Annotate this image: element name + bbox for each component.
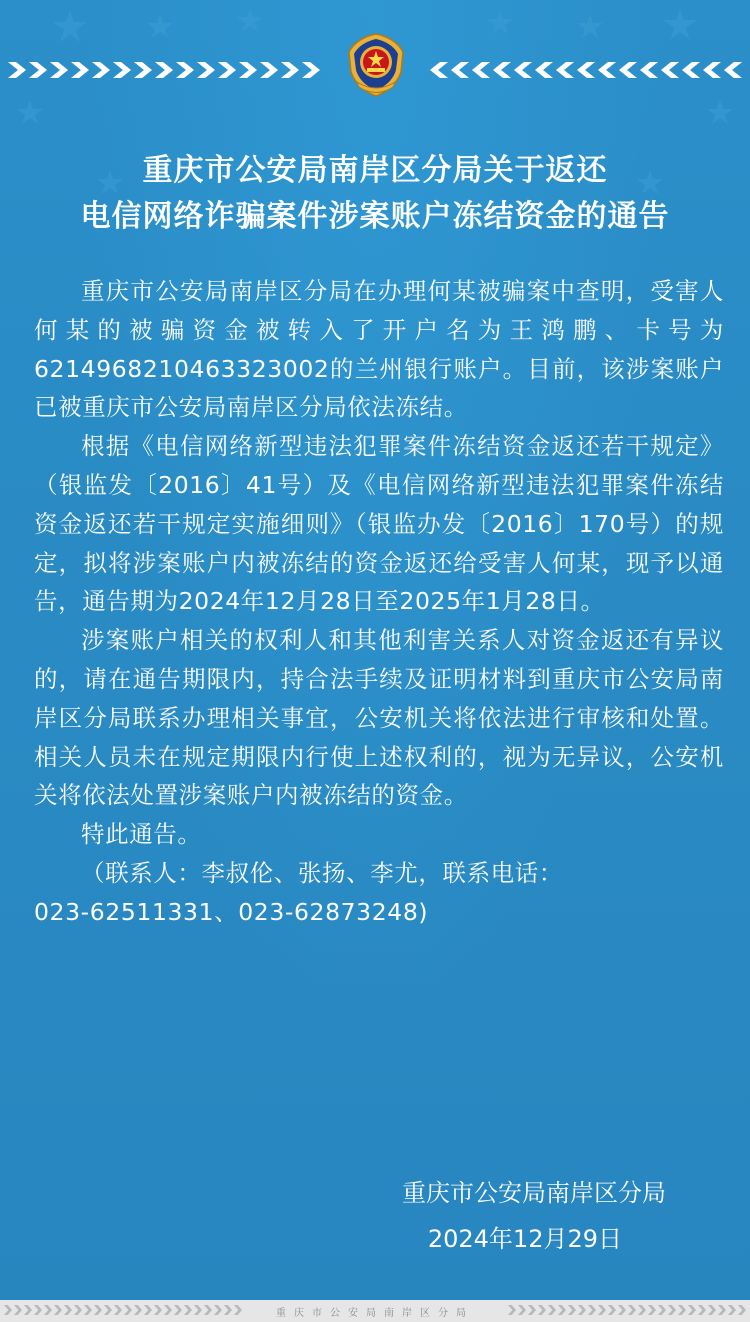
paragraph-legal-basis: 根据《电信网络新型违法犯罪案件冻结资金返还若干规定》（银监发〔2016〕41号）及《电信网络新型违法犯罪案件冻结资金返还若干规定实施细则》（银监办发〔2016〕170号）的规定，拟将涉案账户内被冻结的资金返还给受害人何某，现予以通告，通告期为2024年12月28日至2025年1月28日。 <box>34 432 724 616</box>
contact-line-1: （联系人：李叔伦、张扬、李尤，联系电话： <box>81 858 563 887</box>
paragraph-objection-notice: 涉案账户相关的权利人和其他利害关系人对资金返还有异议的，请在通告期限内，持合法手续及证明材料到重庆市公安局南岸区分局联系办理相关事宜，公安机关将依法进行审核和处置。相关人员未在规定期限内行使上述权利的，视为无异议，公安机关将依法处置涉案账户内被冻结的资金。 <box>34 626 724 810</box>
signature-block <box>402 1170 666 1262</box>
left-chevron-row <box>8 62 320 80</box>
title-line-2: 电信网络诈骗案件涉案账户冻结资金的通告 <box>80 199 670 234</box>
police-emblem-icon <box>343 32 409 98</box>
footer-text: 重庆市公安局南岸区分局 <box>276 1308 474 1319</box>
title-line-1: 重庆市公安局南岸区分局关于返还 <box>142 153 608 188</box>
notice-body <box>34 272 724 932</box>
signature-org: 重庆市公安局南岸区分局 <box>402 1179 666 1207</box>
signature-date: 2024年12月29日 <box>427 1225 622 1253</box>
right-chevron-row <box>430 62 742 80</box>
paragraph-case-facts: 重庆市公安局南岸区分局在办理何某被骗案中查明，受害人何某的被骗资金被转入了开户名为王鸿鹏、卡号为6214968210463323002的兰州银行账户。目前，该涉案账户已被重庆市公安局南岸区分局依法冻结。 <box>34 277 724 422</box>
footer-bar <box>0 1300 750 1322</box>
contact-line-2: 023-62511331、023-62873248) <box>34 897 429 926</box>
notice-title <box>0 148 750 240</box>
footer-right-arrows <box>508 1305 746 1317</box>
paragraph-closing: 特此通告。 <box>81 820 202 849</box>
